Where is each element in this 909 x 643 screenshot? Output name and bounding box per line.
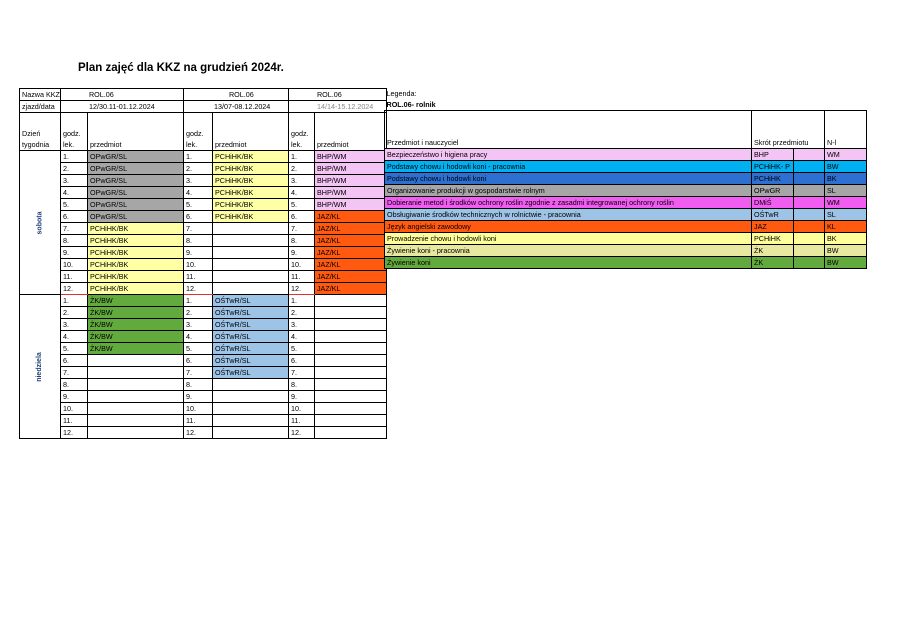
legend-row — [385, 173, 867, 185]
hour-cell: 12. — [183, 427, 212, 439]
legend-spacer — [794, 149, 825, 161]
subject-cell-g1 — [87, 379, 183, 391]
hour-cell: 7. — [60, 367, 87, 379]
subject-cell-g2: OŚTwR/SL — [212, 295, 288, 307]
subject-cell-g2: OŚTwR/SL — [212, 367, 288, 379]
schedule-row-sobota — [20, 247, 387, 259]
hour-cell: 1. — [60, 295, 87, 307]
group-1-date: 12/30.11-01.12.2024 — [60, 101, 183, 113]
group-3-name: ROL.06 — [288, 89, 386, 101]
hour-cell: 6. — [288, 211, 314, 223]
hour-cell: 7. — [183, 223, 212, 235]
schedule-row-niedziela — [20, 415, 387, 427]
subject-cell-g1: ŻK/BW — [87, 307, 183, 319]
schedule-row-sobota — [20, 271, 387, 283]
subject-cell-g2 — [212, 271, 288, 283]
day-label-sobota: sobota — [20, 151, 61, 295]
hour-cell: 9. — [60, 391, 87, 403]
schedule-row-niedziela — [20, 343, 387, 355]
legend-col-teacher: N-l — [825, 111, 867, 149]
subject-cell-g3 — [314, 343, 386, 355]
hour-cell: 3. — [288, 319, 314, 331]
subject-cell-g3: JAZ/KL — [314, 247, 386, 259]
subject-header-1: przedmiot — [87, 113, 183, 151]
hour-cell: 12. — [288, 283, 314, 295]
subject-cell-g3: BHP/WM — [314, 151, 386, 163]
legend-teacher: BW — [825, 245, 867, 257]
hour-cell: 7. — [288, 367, 314, 379]
schedule-row-sobota — [20, 283, 387, 295]
schedule-row-niedziela — [20, 355, 387, 367]
hour-header-2: godz. lek. — [183, 113, 212, 151]
subject-cell-g1: OPwGR/SL — [87, 151, 183, 163]
subject-cell-g2: PCHiHK/BK — [212, 211, 288, 223]
hour-cell: 1. — [183, 295, 212, 307]
legend-short: PCHiHK- P — [752, 161, 794, 173]
hour-cell: 1. — [288, 151, 314, 163]
hour-cell: 12. — [288, 427, 314, 439]
subject-cell-g3 — [314, 427, 386, 439]
subject-cell-g1 — [87, 403, 183, 415]
subject-cell-g3 — [314, 307, 386, 319]
nazwa-label: Nazwa KKZ — [20, 89, 61, 101]
subject-cell-g1 — [87, 391, 183, 403]
legend-teacher: KL — [825, 221, 867, 233]
legend-teacher: SL — [825, 209, 867, 221]
subject-cell-g1 — [87, 415, 183, 427]
hour-cell: 9. — [288, 247, 314, 259]
legend-short: ŻK — [752, 257, 794, 269]
schedule-row-niedziela — [20, 427, 387, 439]
legend-col-subject: Przedmiot i nauczyciel — [385, 111, 752, 149]
hour-cell: 11. — [288, 271, 314, 283]
subject-cell-g2: PCHiHK/BK — [212, 187, 288, 199]
subject-cell-g3: JAZ/KL — [314, 211, 386, 223]
day-label-niedziela: niedziela — [20, 295, 61, 439]
subject-cell-g3: BHP/WM — [314, 163, 386, 175]
hour-cell: 7. — [183, 367, 212, 379]
subject-cell-g1: OPwGR/SL — [87, 163, 183, 175]
subject-cell-g3: JAZ/KL — [314, 283, 386, 295]
subject-cell-g2: PCHiHK/BK — [212, 175, 288, 187]
subject-cell-g1: ŻK/BW — [87, 343, 183, 355]
hour-cell: 1. — [288, 295, 314, 307]
subject-cell-g2 — [212, 391, 288, 403]
legend-spacer — [794, 173, 825, 185]
hour-cell: 4. — [288, 331, 314, 343]
subject-cell-g3 — [314, 295, 386, 307]
legend-subject: Bezpieczeństwo i higiena pracy — [385, 149, 752, 161]
legend-short: PCHiHK — [752, 233, 794, 245]
hour-cell: 12. — [183, 283, 212, 295]
hour-cell: 8. — [60, 235, 87, 247]
subject-cell-g2 — [212, 235, 288, 247]
subject-cell-g1: ŻK/BW — [87, 331, 183, 343]
group-3-date: 14/14-15.12.2024 — [288, 101, 386, 113]
subject-cell-g2 — [212, 247, 288, 259]
hour-cell: 8. — [288, 235, 314, 247]
legend-teacher: BK — [825, 173, 867, 185]
subject-cell-g3 — [314, 367, 386, 379]
legend-row — [385, 197, 867, 209]
hour-cell: 1. — [60, 151, 87, 163]
hour-cell: 8. — [183, 235, 212, 247]
subject-cell-g1: OPwGR/SL — [87, 199, 183, 211]
hour-cell: 6. — [183, 355, 212, 367]
legend-title: Legenda: — [386, 88, 417, 98]
legend-short: JAZ — [752, 221, 794, 233]
legend-short: OŚTwR — [752, 209, 794, 221]
legend-spacer — [794, 197, 825, 209]
header-row-date — [20, 101, 387, 113]
subject-cell-g3: BHP/WM — [314, 199, 386, 211]
subject-header-2: przedmiot — [212, 113, 288, 151]
subject-cell-g2: PCHiHK/BK — [212, 151, 288, 163]
subject-cell-g2: OŚTwR/SL — [212, 331, 288, 343]
hour-cell: 11. — [60, 271, 87, 283]
hour-cell: 12. — [60, 427, 87, 439]
schedule-row-sobota — [20, 235, 387, 247]
day-header: Dzień tygodnia — [20, 113, 61, 151]
legend-short: BHP — [752, 149, 794, 161]
hour-cell: 2. — [288, 163, 314, 175]
subject-cell-g2 — [212, 415, 288, 427]
legend-row — [385, 149, 867, 161]
legend-short: OPwGR — [752, 185, 794, 197]
legend-spacer — [794, 245, 825, 257]
subject-cell-g2: OŚTwR/SL — [212, 355, 288, 367]
legend-subject: Podstawy chowu i hodowli koni — [385, 173, 752, 185]
subject-cell-g3 — [314, 391, 386, 403]
hour-cell: 9. — [183, 247, 212, 259]
subject-cell-g1: PCHiHK/BK — [87, 283, 183, 295]
subject-cell-g3: JAZ/KL — [314, 259, 386, 271]
hour-cell: 5. — [60, 343, 87, 355]
subject-cell-g2: OŚTwR/SL — [212, 307, 288, 319]
legend-short: PCHiHK — [752, 173, 794, 185]
hour-cell: 9. — [183, 391, 212, 403]
hour-cell: 4. — [183, 331, 212, 343]
legend-row — [385, 221, 867, 233]
legend-table — [384, 88, 867, 269]
legend-spacer — [794, 161, 825, 173]
legend-subject: Żywienie koni — [385, 257, 752, 269]
subject-cell-g1: PCHiHK/BK — [87, 223, 183, 235]
hour-cell: 8. — [60, 379, 87, 391]
hour-cell: 5. — [288, 343, 314, 355]
schedule-row-sobota — [20, 187, 387, 199]
subject-cell-g2 — [212, 379, 288, 391]
subject-cell-g3 — [314, 331, 386, 343]
subject-cell-g1: OPwGR/SL — [87, 211, 183, 223]
subject-cell-g3: BHP/WM — [314, 175, 386, 187]
hour-header-1: godz. lek. — [60, 113, 87, 151]
legend-subject: Język angielski zawodowy — [385, 221, 752, 233]
legend-subject: Organizowanie produkcji w gospodarstwie rolnym — [385, 185, 752, 197]
subject-cell-g1: PCHiHK/BK — [87, 271, 183, 283]
hour-cell: 2. — [60, 307, 87, 319]
subject-cell-g2 — [212, 427, 288, 439]
hour-cell: 3. — [288, 175, 314, 187]
page-title: Plan zajęć dla KKZ na grudzień 2024r. — [78, 62, 284, 74]
subject-cell-g1 — [87, 355, 183, 367]
hour-cell: 3. — [60, 319, 87, 331]
legend-spacer — [794, 233, 825, 245]
legend-subject: Podstawy chowu i hodowli koni - pracownia — [385, 161, 752, 173]
subject-cell-g2 — [212, 283, 288, 295]
legend-row — [385, 185, 867, 197]
hour-cell: 4. — [60, 331, 87, 343]
legend-teacher: WM — [825, 197, 867, 209]
subject-cell-g3 — [314, 355, 386, 367]
hour-header-3: godz. lek. — [288, 113, 314, 151]
subject-cell-g2 — [212, 223, 288, 235]
zjazd-label: zjazd/data — [20, 101, 61, 113]
hour-cell: 5. — [60, 199, 87, 211]
subject-cell-g1: PCHiHK/BK — [87, 259, 183, 271]
schedule-row-niedziela — [20, 331, 387, 343]
hour-cell: 11. — [183, 415, 212, 427]
hour-cell: 11. — [288, 415, 314, 427]
hour-cell: 1. — [183, 151, 212, 163]
subject-cell-g2: PCHiHK/BK — [212, 163, 288, 175]
legend-spacer — [794, 185, 825, 197]
hour-cell: 3. — [183, 175, 212, 187]
legend-col-short: Skrót przedmiotu — [752, 111, 825, 149]
hour-cell: 4. — [288, 187, 314, 199]
subject-cell-g3: JAZ/KL — [314, 271, 386, 283]
hour-cell: 10. — [288, 259, 314, 271]
group-2-date: 13/07-08.12.2024 — [183, 101, 288, 113]
schedule-row-sobota — [20, 259, 387, 271]
subject-cell-g2 — [212, 403, 288, 415]
hour-cell: 10. — [183, 403, 212, 415]
schedule-row-sobota — [20, 163, 387, 175]
hour-cell: 2. — [183, 163, 212, 175]
subject-cell-g1: ŻK/BW — [87, 295, 183, 307]
legend-row — [385, 233, 867, 245]
schedule-row-sobota — [20, 199, 387, 211]
hour-cell: 5. — [183, 199, 212, 211]
subject-cell-g1: OPwGR/SL — [87, 175, 183, 187]
subject-cell-g3 — [314, 415, 386, 427]
hour-cell: 6. — [183, 211, 212, 223]
subject-cell-g1: PCHiHK/BK — [87, 235, 183, 247]
subject-cell-g3: JAZ/KL — [314, 235, 386, 247]
subject-cell-g3: JAZ/KL — [314, 223, 386, 235]
subject-cell-g2: OŚTwR/SL — [212, 319, 288, 331]
hour-cell: 3. — [183, 319, 212, 331]
subject-cell-g1: PCHiHK/BK — [87, 247, 183, 259]
hour-cell: 6. — [60, 355, 87, 367]
hour-cell: 10. — [183, 259, 212, 271]
legend-spacer — [794, 221, 825, 233]
schedule-row-niedziela — [20, 319, 387, 331]
subject-cell-g1: OPwGR/SL — [87, 187, 183, 199]
subject-cell-g3: BHP/WM — [314, 187, 386, 199]
legend-subject: Żywienie koni - pracownia — [385, 245, 752, 257]
header-row-name — [20, 89, 387, 101]
hour-cell: 3. — [60, 175, 87, 187]
hour-cell: 7. — [60, 223, 87, 235]
legend-spacer — [794, 257, 825, 269]
legend-short: DMiŚ — [752, 197, 794, 209]
legend-teacher: BK — [825, 233, 867, 245]
schedule-row-niedziela — [20, 295, 387, 307]
subject-cell-g3 — [314, 319, 386, 331]
hour-cell: 2. — [60, 163, 87, 175]
hour-cell: 2. — [288, 307, 314, 319]
hour-cell: 8. — [183, 379, 212, 391]
schedule-row-sobota — [20, 151, 387, 163]
schedule-row-sobota — [20, 223, 387, 235]
hour-cell: 5. — [288, 199, 314, 211]
hour-cell: 10. — [60, 259, 87, 271]
schedule-row-sobota — [20, 175, 387, 187]
legend-teacher: WM — [825, 149, 867, 161]
legend-subject: Obsługiwanie środków technicznych w rolnictwie - pracownia — [385, 209, 752, 221]
schedule-row-niedziela — [20, 367, 387, 379]
subject-cell-g3 — [314, 379, 386, 391]
hour-cell: 5. — [183, 343, 212, 355]
hour-cell: 4. — [183, 187, 212, 199]
legend-row — [385, 209, 867, 221]
subject-cell-g1: ŻK/BW — [87, 319, 183, 331]
schedule-row-niedziela — [20, 391, 387, 403]
hour-cell: 9. — [288, 391, 314, 403]
hour-cell: 7. — [288, 223, 314, 235]
legend-row — [385, 257, 867, 269]
subject-cell-g1 — [87, 367, 183, 379]
hour-cell: 10. — [288, 403, 314, 415]
hour-cell: 8. — [288, 379, 314, 391]
legend-teacher: BW — [825, 161, 867, 173]
schedule-row-niedziela — [20, 307, 387, 319]
legend-teacher: BW — [825, 257, 867, 269]
subject-cell-g2: OŚTwR/SL — [212, 343, 288, 355]
subject-cell-g3 — [314, 403, 386, 415]
group-2-name: ROL.06 — [183, 89, 288, 101]
hour-cell: 6. — [60, 211, 87, 223]
hour-cell: 9. — [60, 247, 87, 259]
legend-subject: Prowadzenie chowu i hodowli koni — [385, 233, 752, 245]
legend-subject: Dobieranie metod i środków ochrony roślin zgodnie z zasadmi integrowanej ochrony roślin — [385, 197, 752, 209]
schedule-table — [19, 88, 387, 439]
subject-cell-g2 — [212, 259, 288, 271]
schedule-row-niedziela — [20, 403, 387, 415]
subject-cell-g2: PCHiHK/BK — [212, 199, 288, 211]
legend-spacer — [794, 209, 825, 221]
hour-cell: 11. — [60, 415, 87, 427]
subject-cell-g1 — [87, 427, 183, 439]
schedule-row-sobota — [20, 211, 387, 223]
legend-subtitle: ROL.06- rolnik — [386, 99, 436, 109]
header-row-columns — [20, 113, 387, 151]
hour-cell: 6. — [288, 355, 314, 367]
hour-cell: 10. — [60, 403, 87, 415]
legend-row — [385, 245, 867, 257]
hour-cell: 11. — [183, 271, 212, 283]
schedule-row-niedziela — [20, 379, 387, 391]
hour-cell: 2. — [183, 307, 212, 319]
legend-row — [385, 161, 867, 173]
legend-teacher: SL — [825, 185, 867, 197]
hour-cell: 4. — [60, 187, 87, 199]
group-1-name: ROL.06 — [60, 89, 183, 101]
legend-short: ŻK — [752, 245, 794, 257]
hour-cell: 12. — [60, 283, 87, 295]
subject-header-3: przedmiot — [314, 113, 386, 151]
